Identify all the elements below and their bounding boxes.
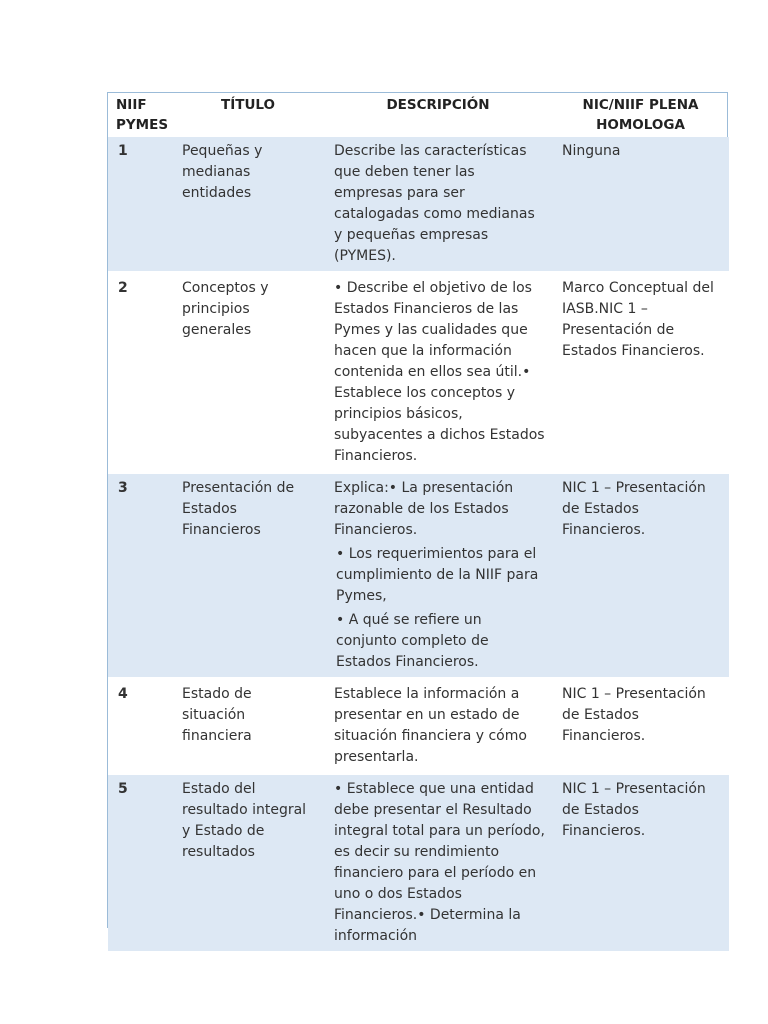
row-nic: NIC 1 – Presentación de Estados Financieros. — [552, 473, 729, 679]
table-row — [108, 273, 729, 473]
header-titulo: TÍTULO — [221, 97, 275, 113]
row-title: Conceptos y principios generales — [172, 273, 324, 473]
niif-table — [107, 92, 728, 944]
description-bullet: • Los requerimientos para el cumplimiento de la NIIF para Pymes, — [336, 546, 539, 604]
header-niif-pymes: NIIF PYMES — [116, 97, 169, 133]
row-number: 3 — [108, 473, 172, 679]
row-number: 4 — [108, 679, 172, 774]
description-text: • Describe el objetivo de los Estados Financieros de las Pymes y las cualidades que hacen que la información contenida en ellos sea útil.• Establece los conceptos y principios básicos, subyacentes a dichos Estados Financieros. — [334, 280, 545, 464]
row-title: Estado de situación financiera — [172, 679, 324, 774]
niif-comparison-table — [108, 93, 729, 951]
row-nic: Ninguna — [552, 137, 729, 273]
header-row — [108, 93, 729, 137]
row-description — [324, 137, 552, 273]
row-number: 2 — [108, 273, 172, 473]
description-text: • Establece que una entidad debe presentar el Resultado integral total para un período, es decir su rendimiento financiero para el período en uno o dos Estados Financieros.• Determina la información — [334, 781, 545, 944]
row-description — [324, 273, 552, 473]
row-title: Pequeñas y medianas entidades — [172, 137, 324, 273]
header-descripcion: DESCRIPCIÓN — [386, 97, 490, 113]
table-row — [108, 774, 729, 952]
header-nic-niif: NIC/NIIF PLENA HOMOLOGA — [582, 97, 699, 133]
table-row — [108, 473, 729, 679]
row-number: 5 — [108, 774, 172, 952]
description-bullet: • A qué se refiere un conjunto completo de Estados Financieros. — [336, 612, 489, 670]
row-description — [324, 473, 552, 679]
description-text: Describe las características que deben tener las empresas para ser catalogadas como medianas y pequeñas empresas (PYMES). — [334, 143, 535, 264]
table-row — [108, 679, 729, 774]
row-nic: NIC 1 – Presentación de Estados Financieros. — [552, 679, 729, 774]
description-text: Explica:• La presentación razonable de los Estados Financieros. — [334, 480, 514, 538]
row-title: Estado del resultado integral y Estado de resultados — [172, 774, 324, 952]
table-row — [108, 137, 729, 273]
row-title: Presentación de Estados Financieros — [172, 473, 324, 679]
row-description — [324, 774, 552, 952]
row-nic: NIC 1 – Presentación de Estados Financieros. — [552, 774, 729, 952]
row-number: 1 — [108, 137, 172, 273]
row-nic: Marco Conceptual del IASB.NIC 1 – Presentación de Estados Financieros. — [552, 273, 729, 473]
description-text: Establece la información a presentar en un estado de situación financiera y cómo presentarla. — [334, 686, 527, 765]
row-description — [324, 679, 552, 774]
